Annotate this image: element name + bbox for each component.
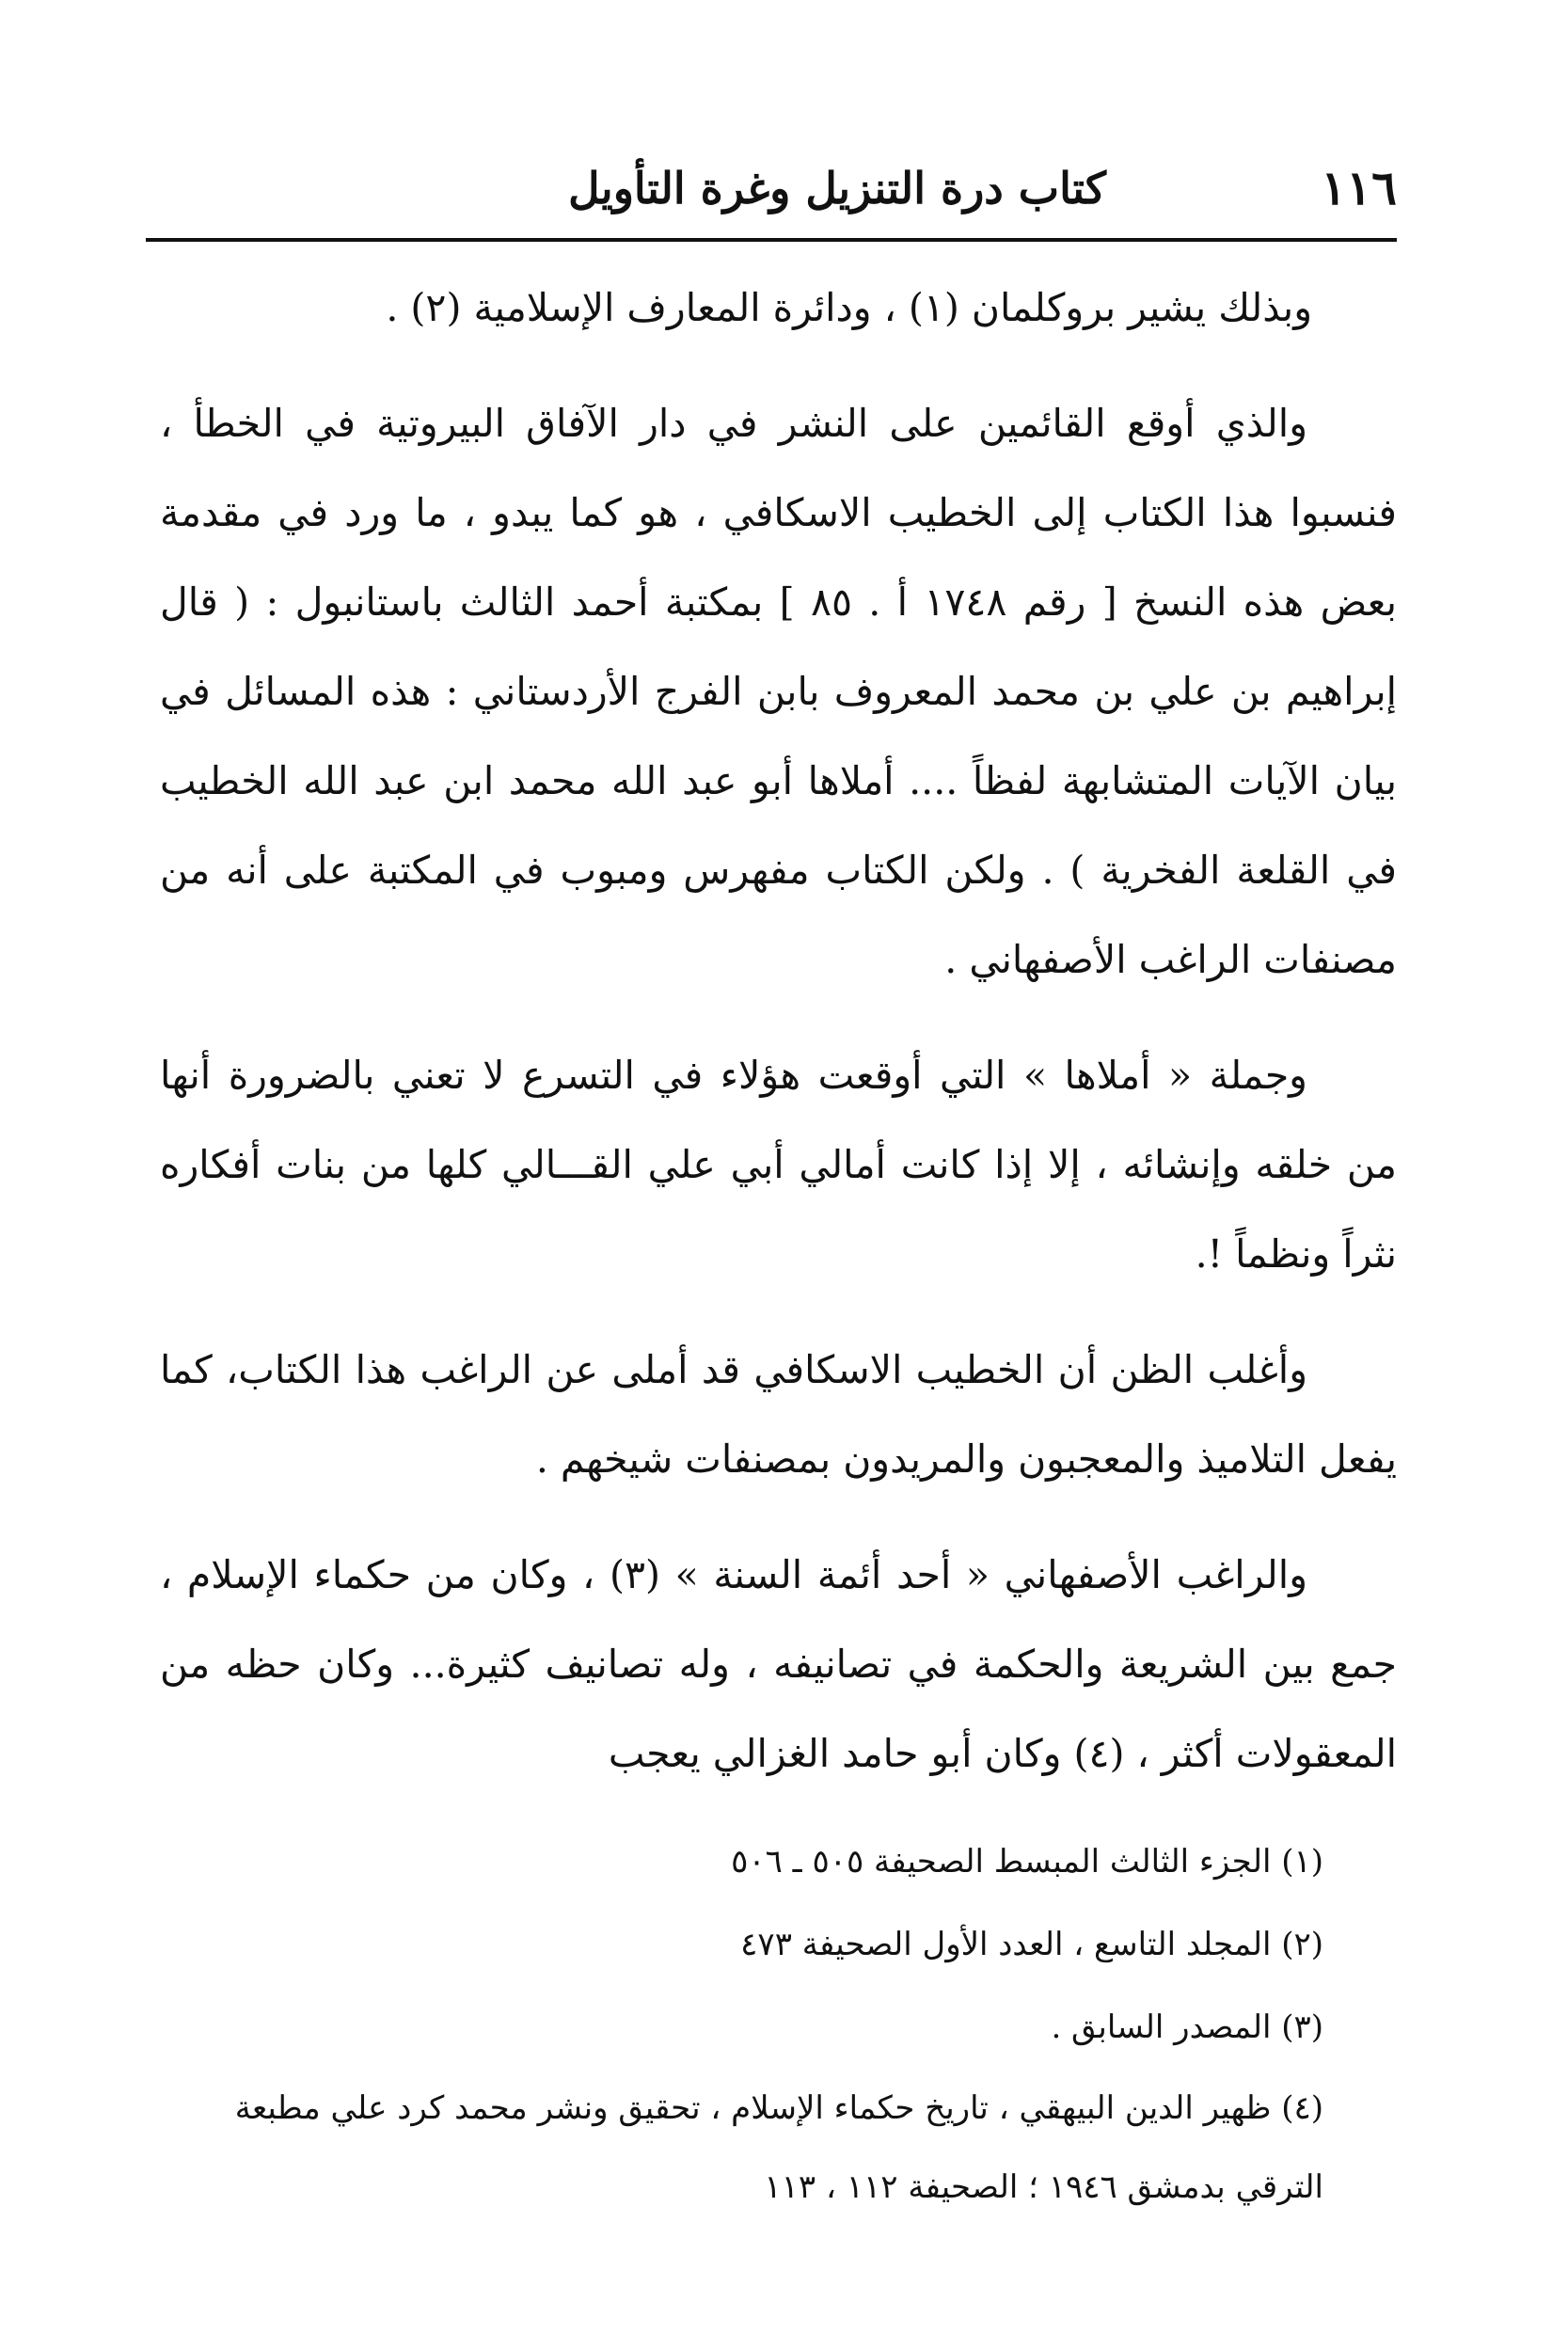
header-divider <box>146 238 1397 242</box>
footnotes <box>165 1820 1397 2227</box>
footnote: (٤) ظهير الدين البيهقي ، تاريخ حكماء الإسلام ، تحقيق ونشر محمد كرد علي مطبعة الترقي بدمشق ١٩٤٦ ؛ الصحيفة ١١٢ ، ١١٣ <box>234 2089 1323 2206</box>
paragraph: وجملة « أملاها » التي أوقعت هؤلاء في التسرع لا تعني بالضرورة أنها من خلقه وإنشائه ، إلا إذا كانت أمالي أبي علي القـــالي كلها من بنات أفكاره نثراً ونظماً !. <box>160 1053 1397 1277</box>
page-number: ١١٦ <box>1321 160 1397 215</box>
paragraph: والذي أوقع القائمين على النشر في دار الآفاق البيروتية في الخطأ ، فنسبوا هذا الكتاب إلى الخطيب الاسكافي ، هو كما يبدو ، ما ورد في مقدمة بعض هذه النسخ [ رقم ١٧٤٨ أ . ٨٥ ] بمكتبة أحمد الثالث باستانبول : ( قال إبراهيم بن علي بن محمد المعروف بابن الفرج الأردستاني : هذه المسائل في بيان الآيات المتشابهة لفظاً .... أملاها أبو عبد الله محمد ابن عبد الله الخطيب في القلعة الفخرية ) . ولكن الكتاب مفهرس ومبوب في المكتبة على أنه من مصنفات الراغب الأصفهاني . <box>160 401 1397 982</box>
page-header <box>146 151 1397 226</box>
footnote: (١) الجزء الثالث المبسط الصحيفة ٥٠٥ ـ ٥٠٦ <box>731 1843 1323 1881</box>
footnote: (٢) المجلد التاسع ، العدد الأول الصحيفة ٤٧٣ <box>740 1926 1323 1963</box>
main-text <box>160 263 1397 1799</box>
paragraph: وبذلك يشير بروكلمان (١) ، ودائرة المعارف الإسلامية (٢) . <box>386 285 1312 330</box>
paragraph: وأغلب الظن أن الخطيب الاسكافي قد أملى عن الراغب هذا الكتاب، كما يفعل التلاميذ والمعجبون والمريدون بمصنفات شيخهم . <box>160 1347 1397 1482</box>
running-title: كتاب درة التنزيل وغرة التأويل <box>568 163 1106 214</box>
footnote: (٣) المصدر السابق . <box>1051 2008 1323 2046</box>
paragraph: والراغب الأصفهاني « أحد أئمة السنة » (٣) ، وكان من حكماء الإسلام ، جمع بين الشريعة والحكمة في تصانيفه ، وله تصانيف كثيرة... وكان حظه من المعقولات أكثر ، (٤) وكان أبو حامد الغزالي يعجب <box>160 1552 1397 1776</box>
